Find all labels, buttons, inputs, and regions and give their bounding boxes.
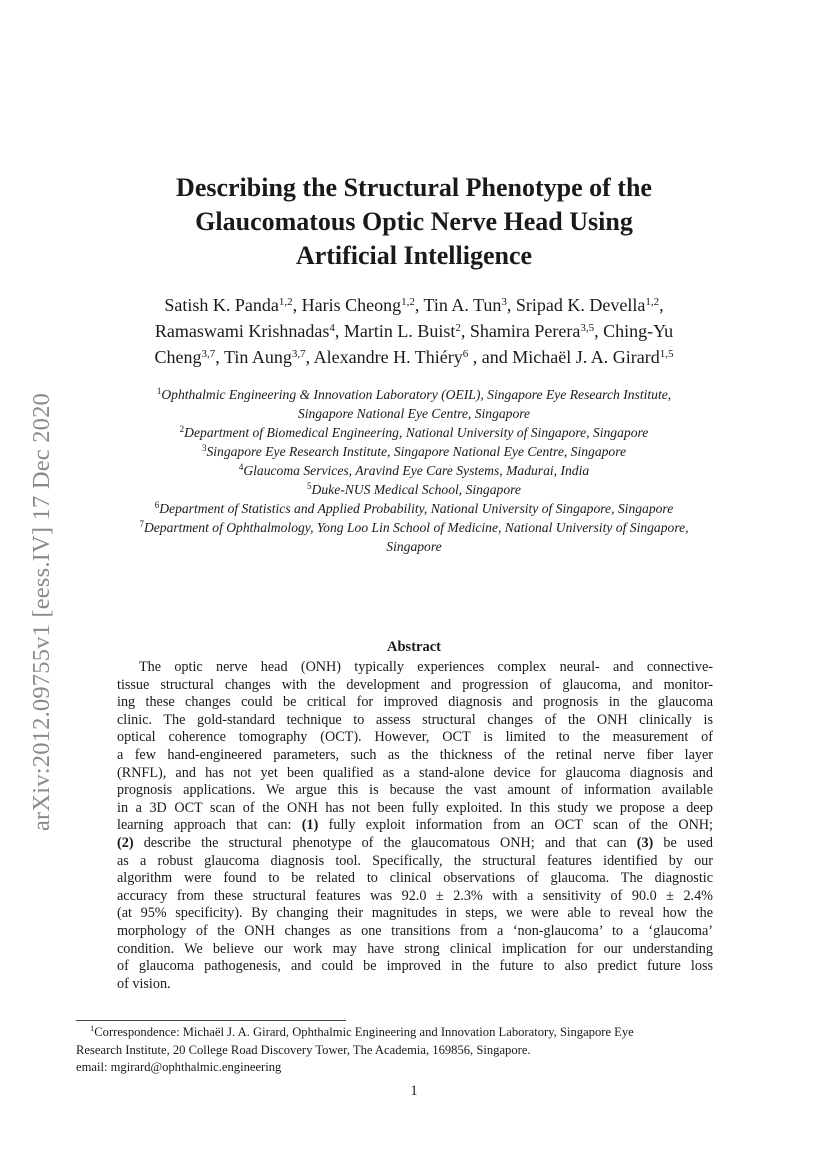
footnote-rule <box>76 1020 346 1021</box>
abstract-text: learning approach that can: <box>117 817 302 834</box>
author-name: Sripad K. Devella <box>515 295 646 315</box>
abstract-text: a few hand-engineered parameters, such as the thickness of the retinal nerve fiber layer <box>117 746 713 763</box>
abstract-heading: Abstract <box>387 639 441 655</box>
page-number: 1 <box>410 1083 418 1099</box>
affiliation-text: Singapore National Eye Centre, Singapore <box>297 406 531 421</box>
affiliation-number: 2 <box>179 424 185 434</box>
affiliation-number: 5 <box>307 481 312 491</box>
abstract-text: be used <box>653 834 713 851</box>
abstract-line <box>117 729 713 747</box>
abstract-line <box>117 870 713 888</box>
abstract-line <box>117 835 713 853</box>
affiliation-line <box>60 461 768 480</box>
abstract-text: fully exploit information from an OCT scan of the ONH; <box>318 817 713 834</box>
author-affiliation-mark: 1,5 <box>659 348 674 360</box>
affiliation-line <box>60 404 768 423</box>
abstract-text: of glaucoma pathogenesis, and could be improved in the future to also predict future loss <box>117 958 713 975</box>
author-affiliation-mark: 1,2 <box>278 296 293 308</box>
author-separator: , <box>334 321 344 341</box>
author-separator: , <box>659 295 664 315</box>
abstract-line <box>117 677 713 695</box>
author-affiliation-mark: 1,2 <box>645 296 660 308</box>
affiliation-line <box>60 480 768 499</box>
abstract-enumeration-mark: (2) <box>117 834 134 851</box>
abstract-text: of vision. <box>117 975 171 992</box>
paper-title <box>90 171 738 273</box>
author-name: Alexandre H. Thiéry <box>313 347 463 367</box>
abstract-text: accuracy from these structural features was 92.0 ± 2.3% with a sensitivity of 90.0 ± 2.4% <box>117 887 713 904</box>
title-line: Glaucomatous Optic Nerve Head Using <box>195 207 633 236</box>
author-affiliation-mark: 1,2 <box>401 296 415 308</box>
affiliation-text: Department of Statistics and Applied Probability, National University of Singapore, Singapore <box>159 501 674 516</box>
footnote-line <box>76 1024 756 1042</box>
affiliation-line <box>60 499 768 518</box>
affiliation-line <box>60 385 768 404</box>
author-name: Satish K. Panda <box>164 295 279 315</box>
correspondence-footnote <box>76 1024 756 1077</box>
affiliation-text: Ophthalmic Engineering & Innovation Laboratory (OEIL), Singapore Eye Research Institute, <box>161 387 672 402</box>
author-name: Ching-Yu <box>603 321 674 341</box>
abstract-text: ing these changes could be critical for improved diagnosis and prognosis in the glaucoma <box>117 694 713 711</box>
abstract-line <box>117 765 713 783</box>
abstract-line <box>117 800 713 818</box>
affiliation-text: Singapore <box>386 539 442 554</box>
affiliation-number: 7 <box>139 519 144 529</box>
title-line: Describing the Structural Phenotype of the <box>176 173 652 202</box>
abstract-text: The optic nerve head (ONH) typically experiences complex neural- and connective- <box>139 659 713 675</box>
author-line <box>80 318 748 344</box>
author-list <box>80 292 748 370</box>
abstract-body <box>117 659 713 993</box>
footnote-text: Correspondence: Michaël J. A. Girard, Ophthalmic Engineering and Innovation Laboratory, Singapore Eye <box>94 1025 634 1039</box>
author-affiliation-mark: 3 <box>501 296 507 308</box>
author-affiliation-mark: 3,7 <box>201 348 216 360</box>
affiliation-line <box>60 423 768 442</box>
abstract-text: clinic. The gold-standard technique to assess structural changes of the ONH clinically is <box>117 711 713 728</box>
abstract-line <box>117 817 713 835</box>
abstract-text: algorithm were found to be related to clinical observations of glaucoma. The diagnostic <box>117 870 713 887</box>
abstract-line <box>117 694 713 712</box>
affiliation-text: Duke-NUS Medical School, Singapore <box>311 482 521 497</box>
author-separator: , <box>594 321 604 341</box>
author-name: Haris Cheong <box>301 295 402 315</box>
affiliation-number: 4 <box>238 462 244 472</box>
abstract-line <box>117 941 713 959</box>
affiliation-number: 1 <box>156 386 162 396</box>
author-name: Tin Aung <box>223 347 292 367</box>
author-separator: , <box>305 347 314 367</box>
abstract-line <box>117 782 713 800</box>
arxiv-identifier-stamp: arXiv:2012.09755v1 [eess.IV] 17 Dec 2020 <box>28 392 55 832</box>
abstract-text: (RNFL), and has not yet been qualified as a stand-alone device for glaucoma diagnosis and <box>117 764 713 781</box>
affiliation-text: Glaucoma Services, Aravind Eye Care Systems, Madurai, India <box>243 463 590 478</box>
abstract-line <box>117 659 713 677</box>
author-name: Michaël J. A. Girard <box>512 347 660 367</box>
abstract-text: describe the structural phenotype of the glaucomatous ONH; and that can <box>133 834 637 851</box>
affiliation-text: Department of Ophthalmology, Yong Loo Lin School of Medicine, National University of Singapore, <box>143 520 689 535</box>
abstract-line <box>117 712 713 730</box>
abstract-text: optical coherence tomography (OCT). However, OCT is limited to the measurement of <box>117 729 713 746</box>
author-separator: , <box>414 295 424 315</box>
abstract-text: in a 3D OCT scan of the ONH has not been fully exploited. In this study we propose a deep <box>117 799 713 816</box>
abstract-line <box>117 905 713 923</box>
abstract-text: as a robust glaucoma diagnosis tool. Specifically, the structural features identified by our <box>117 852 713 869</box>
affiliation-number: 6 <box>154 500 160 510</box>
affiliation-line <box>60 442 768 461</box>
author-separator: , <box>460 321 470 341</box>
abstract-enumeration-mark: (3) <box>636 834 654 851</box>
footnote-mark: 1 <box>90 1023 95 1033</box>
abstract-line <box>117 976 713 994</box>
author-affiliation-mark: 2 <box>455 322 461 334</box>
abstract-text: tissue structural changes with the development and progression of glaucoma, and monitor- <box>117 676 713 693</box>
author-name: Shamira Perera <box>469 321 581 341</box>
author-name: Cheng <box>154 347 202 367</box>
affiliation-number: 3 <box>201 443 207 453</box>
author-affiliation-mark: 3,7 <box>291 348 306 360</box>
abstract-line <box>117 888 713 906</box>
author-name: Tin A. Tun <box>423 295 502 315</box>
author-line <box>80 292 748 318</box>
abstract-line <box>117 853 713 871</box>
author-affiliation-mark: 3,5 <box>580 322 595 334</box>
author-affiliation-mark: 6 <box>462 348 469 360</box>
author-separator: , <box>506 295 516 315</box>
abstract-text: morphology of the ONH changes as one transitions from a ‘non-glaucoma’ to a ‘glaucoma’ <box>117 922 713 939</box>
abstract-line <box>117 958 713 976</box>
affiliation-text: Department of Biomedical Engineering, National University of Singapore, Singapore <box>184 425 649 440</box>
footnote-email: email: mgirard@ophthalmic.engineering <box>76 1060 282 1074</box>
abstract-enumeration-mark: (1) <box>301 817 319 834</box>
affiliation-text: Singapore Eye Research Institute, Singapore National Eye Centre, Singapore <box>206 444 627 459</box>
affiliation-line <box>60 518 768 537</box>
abstract-text: (at 95% specificity). By changing their magnitudes in steps, we were able to reveal how the <box>117 905 713 922</box>
affiliation-line <box>60 537 768 556</box>
author-name: Ramaswami Krishnadas <box>154 321 330 341</box>
author-line <box>80 344 748 370</box>
abstract-line <box>117 747 713 765</box>
author-separator: , <box>215 347 224 367</box>
author-separator: , <box>292 295 302 315</box>
abstract-text: prognosis applications. We argue this is because the vast amount of information available <box>117 782 713 799</box>
abstract-text: condition. We believe our work may have strong clinical implication for our understanding <box>117 940 713 957</box>
abstract-line <box>117 923 713 941</box>
title-line: Artificial Intelligence <box>295 241 533 270</box>
footnote-line: Research Institute, 20 College Road Discovery Tower, The Academia, 169856, Singapore. <box>76 1042 531 1057</box>
author-separator: , and <box>468 347 513 367</box>
affiliation-list <box>60 385 768 556</box>
author-name: Martin L. Buist <box>343 321 456 341</box>
author-affiliation-mark: 4 <box>329 322 335 334</box>
